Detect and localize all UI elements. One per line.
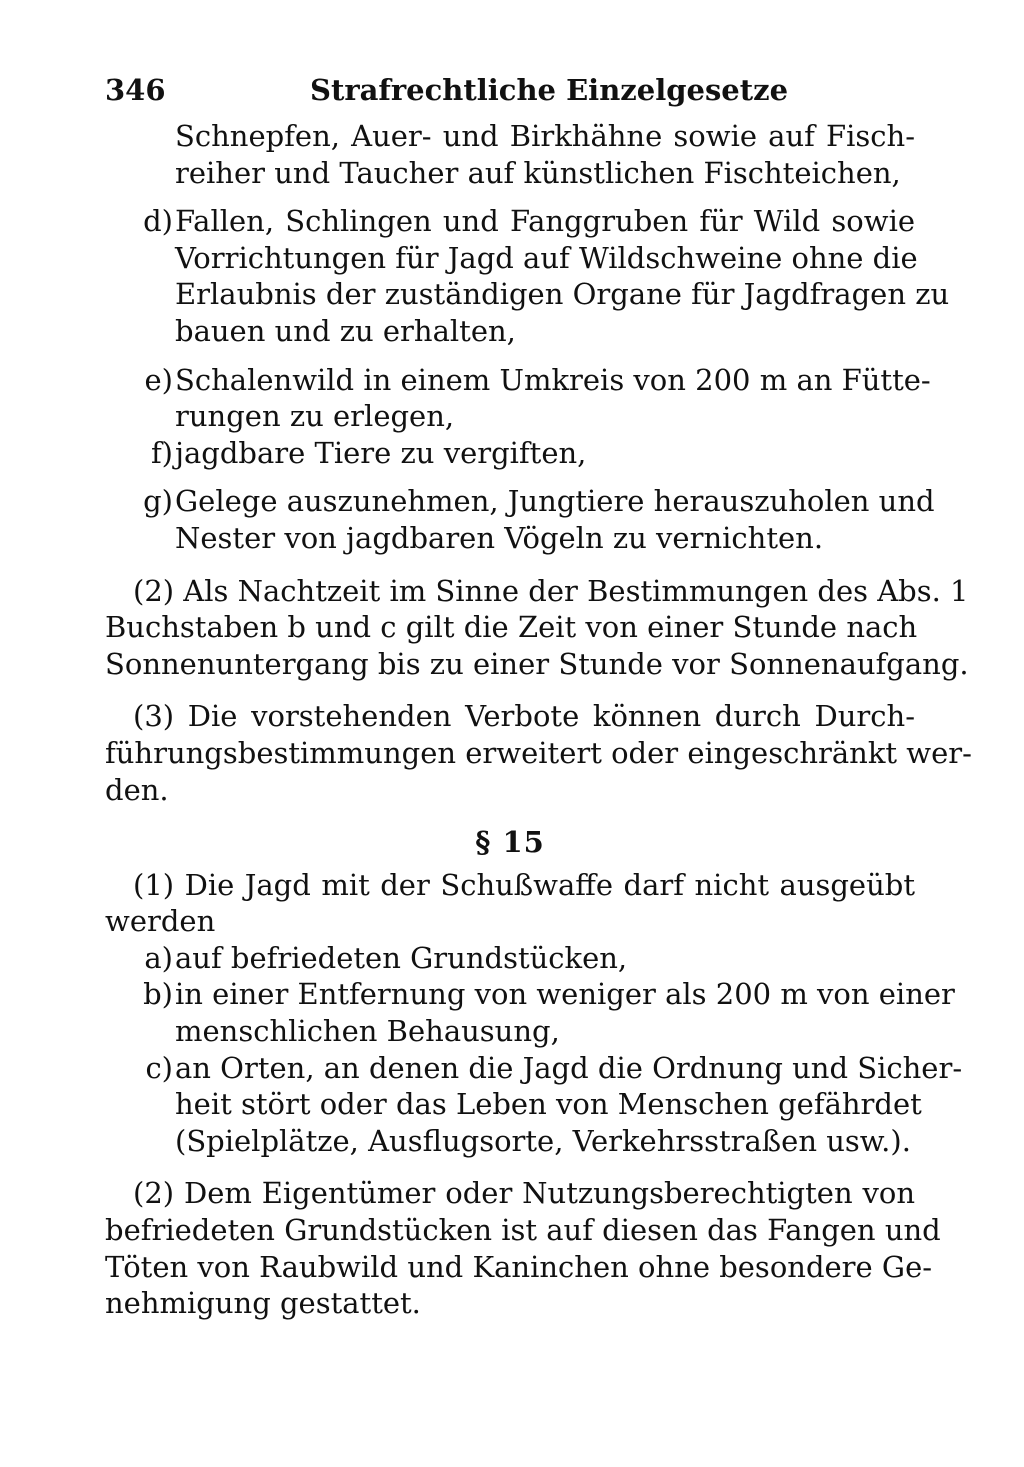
text-line: Schnepfen, Auer- und Birkhähne sowie auf Fisch- <box>175 119 915 153</box>
item-label: e) <box>144 362 173 397</box>
list-item-b <box>105 976 955 1049</box>
item-label: a) <box>144 940 173 975</box>
item-label: f) <box>150 435 173 470</box>
text-line: Sonnenuntergang bis zu einer Stunde vor Sonnenaufgang. <box>105 646 969 681</box>
item-label: b) <box>143 977 173 1012</box>
item-label: d) <box>143 204 173 239</box>
text-line: (1) Die Jagd mit der Schußwaffe darf nicht ausgeübt <box>133 867 915 902</box>
list-item-e <box>105 362 931 435</box>
text-line: bauen und zu erhalten, <box>175 313 516 348</box>
list-item-d <box>105 203 950 349</box>
list-item-c <box>105 1050 963 1160</box>
text-line: Buchstaben b und c gilt die Zeit von einer Stunde nach <box>105 610 918 645</box>
list-item-f <box>105 435 915 472</box>
section-15-paragraph-1 <box>105 867 915 940</box>
text-line: menschlichen Behausung, <box>175 1014 560 1049</box>
text-line: jagdbare Tiere zu vergiften, <box>175 435 587 470</box>
text-line: Nester von jagdbaren Vögeln zu vernichten. <box>175 520 824 555</box>
text-line: heit stört oder das Leben von Menschen gefährdet <box>175 1087 922 1122</box>
text-line: Töten von Raubwild und Kaninchen ohne besondere Ge- <box>105 1249 933 1284</box>
page-number: 346 <box>105 73 166 107</box>
list-item-g <box>105 483 935 556</box>
text-line: den. <box>105 772 169 807</box>
page-header <box>105 72 915 112</box>
text-line: (Spielplätze, Ausflugsorte, Verkehrsstraßen usw.). <box>175 1123 911 1158</box>
running-title: Strafrechtliche Einzelgesetze <box>310 73 789 107</box>
text-line: reiher und Taucher auf künstlichen Fischteichen, <box>175 155 901 190</box>
text-line: an Orten, an denen die Jagd die Ordnung und Sicher- <box>175 1050 963 1085</box>
text-line: nehmigung gestattet. <box>105 1286 421 1321</box>
text-line: befriedeten Grundstücken ist auf diesen das Fangen und <box>105 1213 941 1248</box>
text-line: Erlaubnis der zuständigen Organe für Jagdfragen zu <box>175 277 950 312</box>
section-15-paragraph-2 <box>105 1175 941 1321</box>
text-line: (2) Dem Eigentümer oder Nutzungsberechtigten von <box>133 1176 915 1211</box>
paragraph-3 <box>105 698 972 808</box>
text-line: führungsbestimmungen erweitert oder eingeschränkt wer- <box>105 735 972 770</box>
continuation-text <box>105 118 915 191</box>
text-line: Fallen, Schlingen und Fanggruben für Wild sowie <box>175 204 915 239</box>
item-label: c) <box>145 1050 173 1085</box>
paragraph-2 <box>105 573 969 683</box>
text-line: werden <box>105 904 216 939</box>
list-item-a <box>105 940 915 977</box>
text-line: rungen zu erlegen, <box>175 399 455 434</box>
text-line: (2) Als Nachtzeit im Sinne der Bestimmungen des Abs. 1 <box>133 573 969 608</box>
text-line: auf befriedeten Grundstücken, <box>175 940 628 975</box>
text-line: in einer Entfernung von weniger als 200 m von einer <box>175 977 955 1012</box>
text-line: (3) Die vorstehenden Verbote können durch Durch- <box>133 699 915 734</box>
text-line: Gelege auszunehmen, Jungtiere herauszuholen und <box>175 484 935 519</box>
page <box>105 72 972 1322</box>
section-heading: § 15 <box>475 825 545 860</box>
text-line: Schalenwild in einem Umkreis von 200 m an Fütte- <box>175 362 931 397</box>
text-line: Vorrichtungen für Jagd auf Wildschweine ohne die <box>175 240 918 275</box>
item-label: g) <box>143 484 173 519</box>
